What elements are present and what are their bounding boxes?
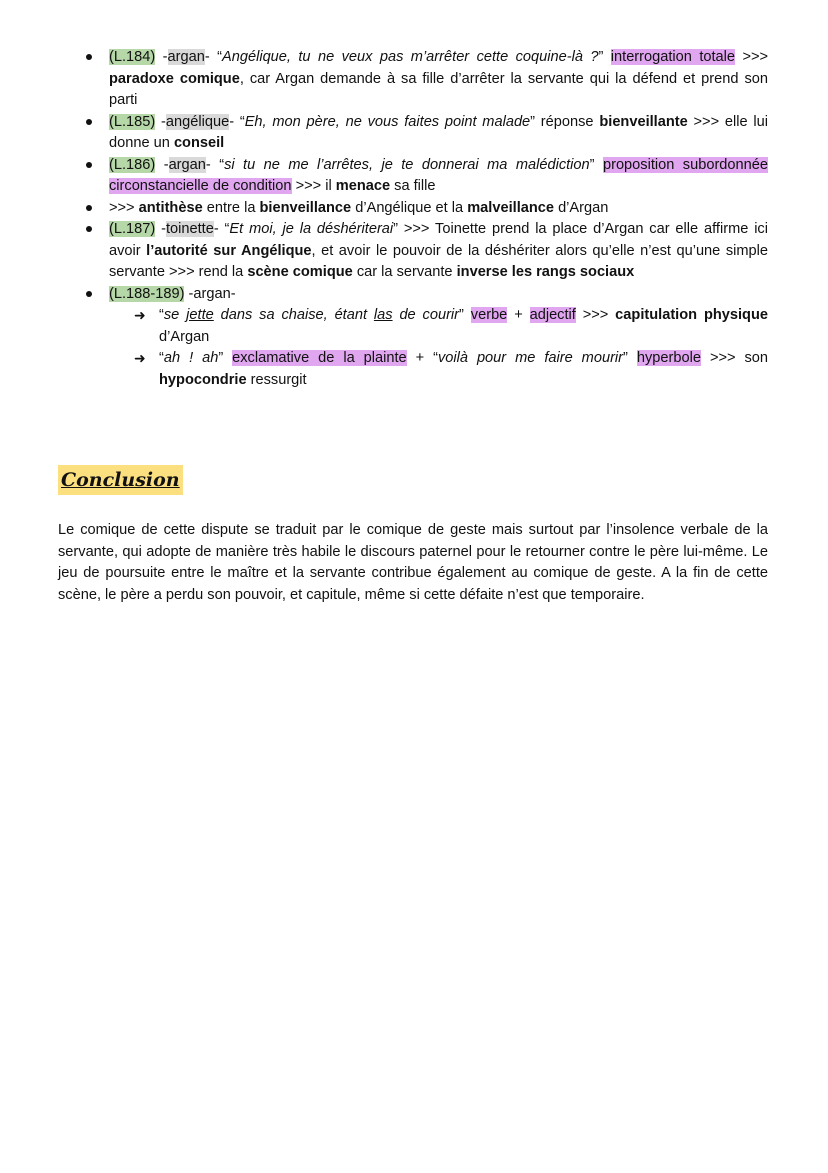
key-term: inverse les rangs sociaux: [456, 264, 635, 280]
key-term: paradoxe comique: [109, 70, 240, 87]
analysis-list: [84, 47, 768, 391]
key-term: bienveillante: [599, 113, 688, 130]
key-term: antithèse: [138, 199, 203, 216]
list-item: (L.187) -toinette- “Et moi, je la déshériterai” >>> Toinette prend la place d’Argan car elle affirme ici avoir l’autorité sur Angélique, et avoir le pouvoir de la déshériter alors qu’elle n’est qu’une simple servante >>> rend la scène comique car la servante inverse les rangs sociaux: [109, 221, 768, 280]
line-ref: (L.184): [109, 49, 156, 65]
quote: Et moi, je la déshériterai: [229, 221, 394, 237]
quote: si tu ne me l’arrêtes, je te donnerai ma malédiction: [224, 156, 590, 173]
speaker-tag: -argan-: [188, 285, 236, 302]
sub-list-item: ➜ “se jette dans sa chaise, étant las de courir” verbe + adjectif >>> capitulation physique d’Argan: [134, 307, 768, 345]
highlight-term: hyperbole: [636, 350, 701, 366]
quote: Angélique, tu ne veux pas m’arrêter cette coquine-là ?: [222, 49, 599, 65]
list-item: (L.184) -argan- “Angélique, tu ne veux pas m’arrêter cette coquine-là ?” interrogation totale >>> paradoxe comique, car Argan demande à sa fille d’arrêter la servante qui la défend et prend son parti: [109, 49, 769, 108]
key-term: malveillance: [467, 199, 555, 216]
speaker-tag: toinette: [165, 221, 214, 237]
highlight-term: adjectif: [529, 307, 576, 323]
key-term: capitulation physique: [615, 307, 768, 323]
list-item: (L.186) -argan- “si tu ne me l’arrêtes, je te donnerai ma malédiction” proposition subordonnée circonstancielle de condition >>> il menace sa fille: [109, 156, 769, 194]
conclusion-paragraph: Le comique de cette dispute se traduit par le comique de geste mais surtout par l’insolence verbale de la servante, qui adopte de manière très habile le discours paternel pour le retourner contre le père lui-même. Le jeu de poursuite entre le maître et la servante contribue également au comique de geste. A la fin de cette scène, le père a perdu son pouvoir, et capitule, même si cette défaite n’est que temporaire.: [58, 522, 768, 603]
list-item: >>> antithèse entre la bienveillance d’Angélique et la malveillance d’Argan: [109, 199, 609, 216]
sub-list-item: ➜ “ah ! ah” exclamative de la plainte + “voilà pour me faire mourir” hyperbole >>> son hypocondrie ressurgit: [134, 350, 768, 388]
quote: se jette dans sa chaise, étant las de courir: [163, 307, 460, 323]
speaker-tag: angélique: [165, 113, 230, 130]
line-ref: (L.186): [109, 156, 156, 173]
line-ref: (L.187): [109, 221, 156, 237]
highlight-term: proposition subordonnée circonstancielle de condition: [109, 156, 769, 194]
speaker-tag: argan: [168, 156, 206, 173]
key-term: conseil: [173, 135, 225, 151]
line-ref: (L.188-189): [109, 285, 185, 302]
arrow-icon: ➜: [134, 350, 146, 366]
highlight-term: verbe: [470, 307, 508, 323]
conclusion-heading: Conclusion: [58, 465, 183, 495]
key-term: scène comique: [247, 264, 353, 280]
key-term: hypocondrie: [159, 371, 247, 388]
highlight-term: exclamative de la plainte: [232, 350, 407, 366]
quote: Eh, mon père, ne vous faites point malade: [244, 113, 531, 130]
quote: voilà pour me faire mourir: [437, 350, 624, 366]
list-item: (L.185) -angélique- “Eh, mon père, ne vous faites point malade” réponse bienveillante >>> elle lui donne un conseil: [109, 113, 768, 151]
speaker-tag: argan: [167, 49, 205, 65]
line-ref: (L.185): [109, 113, 156, 130]
highlight-term: interrogation totale: [610, 49, 736, 65]
quote: ah ! ah: [163, 350, 219, 366]
key-term: menace: [335, 178, 391, 194]
key-term: l’autorité sur Angélique: [146, 242, 312, 259]
list-item: [84, 284, 768, 306]
key-term: bienveillance: [259, 199, 352, 216]
arrow-icon: ➜: [134, 307, 146, 323]
